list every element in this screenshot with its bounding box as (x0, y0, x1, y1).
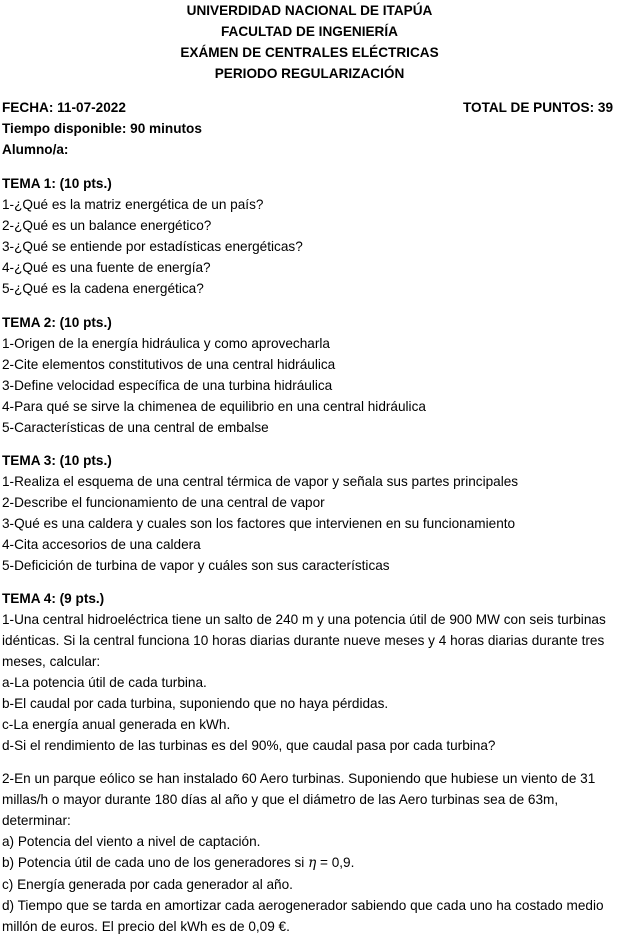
question: 2-Cite elementos constitutivos de una central hidráulica (2, 357, 336, 372)
section-tema-3 (0, 450, 617, 576)
question: 5-¿Qué es la cadena energética? (2, 281, 204, 296)
exam-header (0, 0, 617, 84)
problem-1-statement: 1-Una central hidroeléctrica tiene un salto de 240 m y una potencia útil de 900 MW con seis turbinas idénticas. Si la central funciona 10 horas diarias durante nueve meses y 4 horas diarias durante tres meses, calcular: (2, 612, 606, 669)
exam-date: FECHA: 11-07-2022 (2, 100, 126, 115)
question: 5-Características de una central de embalse (2, 420, 269, 435)
question: 1-¿Qué es la matriz energética de un país? (2, 197, 264, 212)
question: 2-Describe el funcionamiento de una central de vapor (2, 495, 325, 510)
item-b-prefix: b) Potencia útil de cada uno de los generadores si (2, 855, 309, 870)
section-title: TEMA 3: (10 pts.) (2, 453, 112, 468)
section-tema-1 (0, 173, 617, 299)
problem-2-item: a) Potencia del viento a nivel de captación. (2, 834, 261, 849)
time-available: Tiempo disponible: 90 minutos (2, 121, 202, 136)
question: 3-Qué es una caldera y cuales son los factores que intervienen en su funcionamiento (2, 516, 516, 531)
date-points-row (2, 97, 617, 118)
exam-title: EXÁMEN DE CENTRALES ELÉCTRICAS (180, 45, 439, 60)
section-tema-4 (0, 588, 617, 937)
question: 3-¿Qué se entiende por estadísticas energéticas? (2, 239, 303, 254)
problem-2-statement: 2-En un parque eólico se han instalado 60 Aero turbinas. Suponiendo que hubiese un viento de 31 millas/h o mayor durante 180 días al año y que el diámetro de las Aero turbinas sea de 63m, determinar: (2, 771, 596, 828)
problem-1-item: c-La energía anual generada en kWh. (2, 717, 231, 732)
problem-2-item: d) Tiempo que se tarda en amortizar cada aerogenerador sabiendo que cada uno ha costado medio millón de euros. El precio del kWh es de 0,09 €. (2, 898, 604, 934)
question: 4-Cita accesorios de una caldera (2, 537, 201, 552)
total-points: TOTAL DE PUNTOS: 39 (462, 100, 613, 115)
problem-2-item: c) Energía generada por cada generador al año. (2, 877, 293, 892)
question: 1-Realiza el esquema de una central térmica de vapor y señala sus partes principales (2, 474, 519, 489)
problem-1-item: b-El caudal por cada turbina, suponiendo que no haya pérdidas. (2, 696, 389, 711)
section-title: TEMA 4: (9 pts.) (2, 591, 105, 606)
question: 3-Define velocidad específica de una turbina hidráulica (2, 378, 333, 393)
exam-meta (0, 97, 617, 160)
section-title: TEMA 1: (10 pts.) (2, 176, 112, 191)
exam-period: PERIODO REGULARIZACIÓN (214, 66, 405, 81)
problem-2-item (2, 852, 613, 874)
university-name: UNIVERDIDAD NACIONAL DE ITAPÚA (186, 3, 433, 18)
section-tema-2 (0, 312, 617, 438)
problem-1-item: d-Si el rendimiento de las turbinas es del 90%, que caudal pasa por cada turbina? (2, 738, 496, 753)
question: 1-Origen de la energía hidráulica y como aprovecharla (2, 336, 330, 351)
question: 5-Deficición de turbina de vapor y cuáles son sus características (2, 558, 390, 573)
section-title: TEMA 2: (10 pts.) (2, 315, 112, 330)
question: 2-¿Qué es un balance energético? (2, 218, 212, 233)
faculty-name: FACULTAD DE INGENIERÍA (221, 24, 398, 39)
problem-1-item: a-La potencia útil de cada turbina. (2, 675, 207, 690)
eta-symbol: η (308, 855, 317, 871)
question: 4-¿Qué es una fuente de energía? (2, 260, 211, 275)
item-b-suffix: = 0,9. (316, 855, 355, 870)
student-field-label: Alumno/a: (2, 142, 69, 157)
question: 4-Para qué se sirve la chimenea de equilibrio en una central hidráulica (2, 399, 426, 414)
